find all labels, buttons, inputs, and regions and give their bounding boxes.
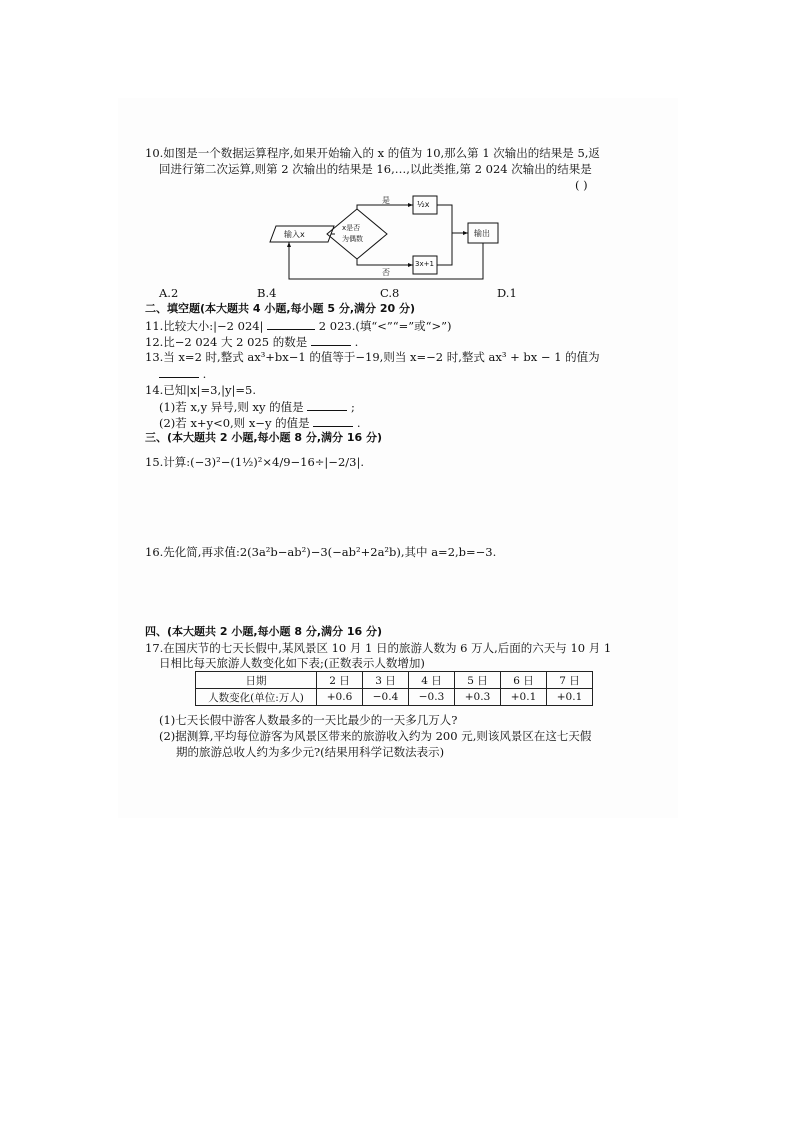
q11-text-before: 11.比较大小:|−2 024|: [145, 319, 264, 333]
flow-half-label: ½x: [417, 200, 430, 209]
q14-part2-text: (2)若 x+y<0,则 x−y 的值是: [159, 416, 310, 430]
table-day-cell: 5 日: [455, 672, 501, 689]
section3-title: 三、(本大题共 2 小题,每小题 8 分,满分 16 分): [145, 431, 383, 444]
q10-answer-paren: ( ): [575, 178, 588, 192]
q11: [145, 318, 452, 333]
table-value-cell: +0.3: [455, 689, 501, 706]
section4-title: 四、(本大题共 2 小题,每小题 8 分,满分 16 分): [145, 625, 383, 638]
flow-yes-label: 是: [382, 196, 390, 205]
q12-text-before: 12.比−2 024 大 2 025 的数是: [145, 335, 308, 349]
q11-text-after: 2 023.(填“<”“=”或“>”): [318, 319, 452, 333]
flow-triple-label: 3x+1: [415, 260, 434, 268]
q10-option-a: A.2: [159, 286, 179, 300]
q14-part2: [159, 415, 361, 430]
table-day-cell: 6 日: [501, 672, 547, 689]
q13-line2: [159, 366, 206, 381]
q14-stem: 14.已知|x|=3,|y|=5.: [145, 383, 256, 397]
table-value-cell: −0.4: [363, 689, 409, 706]
q17-line1: 17.在国庆节的七天长假中,某风景区 10 月 1 日的旅游人数为 6 万人,后面的六天与 10 月 1: [145, 641, 612, 655]
q16-text: 16.先化简,再求值:2(3a²b−ab²)−3(−ab²+2a²b),其中 a=2,b=−3.: [145, 545, 497, 559]
section2-title: 二、填空题(本大题共 4 小题,每小题 5 分,满分 20 分): [145, 302, 416, 315]
q10-line2: 回进行第二次运算,则第 2 次输出的结果是 16,…,以此类推,第 2 024 次输出的结果是: [159, 162, 592, 176]
table-value-cell: +0.6: [317, 689, 363, 706]
table-day-cell: 7 日: [547, 672, 593, 689]
q12-answer-blank[interactable]: [311, 334, 351, 346]
q13-line1: 13.当 x=2 时,整式 ax³+bx−1 的值等于−19,则当 x=−2 时,整式 ax³ + bx − 1 的值为: [145, 350, 600, 364]
q14-part2-end: .: [356, 416, 361, 430]
flowchart: [262, 195, 512, 285]
q14-part2-blank[interactable]: [313, 415, 353, 427]
flow-decision-line2: 为偶数: [342, 235, 363, 243]
q10-option-d: D.1: [497, 286, 517, 300]
q17-line2: 日相比每天旅游人数变化如下表;(正数表示人数增加): [159, 656, 425, 670]
table-day-cell: 2 日: [317, 672, 363, 689]
flow-decision-line1: x是否: [342, 224, 361, 232]
q14-part1-text: (1)若 x,y 异号,则 xy 的值是: [159, 400, 304, 414]
q13-answer-blank[interactable]: [159, 366, 199, 378]
q14-part1: [159, 399, 355, 414]
q17-sub1: (1)七天长假中游客人数最多的一天比最少的一天多几万人?: [159, 713, 458, 727]
q11-answer-blank[interactable]: [267, 318, 315, 330]
q14-part1-end: ;: [351, 400, 355, 414]
q17-sub2-line2: 期的旅游总收人约为多少元?(结果用科学记数法表示): [176, 745, 445, 759]
flow-no-label: 否: [382, 268, 390, 277]
table-value-cell: −0.3: [409, 689, 455, 706]
table-value-cell: +0.1: [501, 689, 547, 706]
q10-option-c: C.8: [380, 286, 400, 300]
table-value-cell: +0.1: [547, 689, 593, 706]
q17-sub2-line1: (2)据测算,平均每位游客为风景区带来的旅游收入约为 200 元,则该风景区在这七天假: [159, 729, 592, 743]
q14-part1-blank[interactable]: [307, 399, 347, 411]
q10-option-b: B.4: [257, 286, 277, 300]
q12-text-after: .: [354, 335, 359, 349]
tourist-change-table: [195, 671, 593, 706]
q13-text-after: .: [202, 367, 207, 381]
table-day-cell: 3 日: [363, 672, 409, 689]
q10-line1: 10.如图是一个数据运算程序,如果开始输入的 x 的值为 10,那么第 1 次输出的结果是 5,返: [145, 146, 600, 160]
q15-text: 15.计算:(−3)²−(1½)²×4/9−16÷|−2/3|.: [145, 455, 364, 469]
q12: [145, 334, 358, 349]
flow-input-label: 输入x: [284, 230, 305, 239]
table-row: [196, 672, 593, 689]
table-row: [196, 689, 593, 706]
flow-output-label: 输出: [474, 229, 490, 238]
table-row-label: 人数变化(单位:万人): [196, 689, 317, 706]
table-day-cell: 4 日: [409, 672, 455, 689]
table-header-label: 日期: [196, 672, 317, 689]
